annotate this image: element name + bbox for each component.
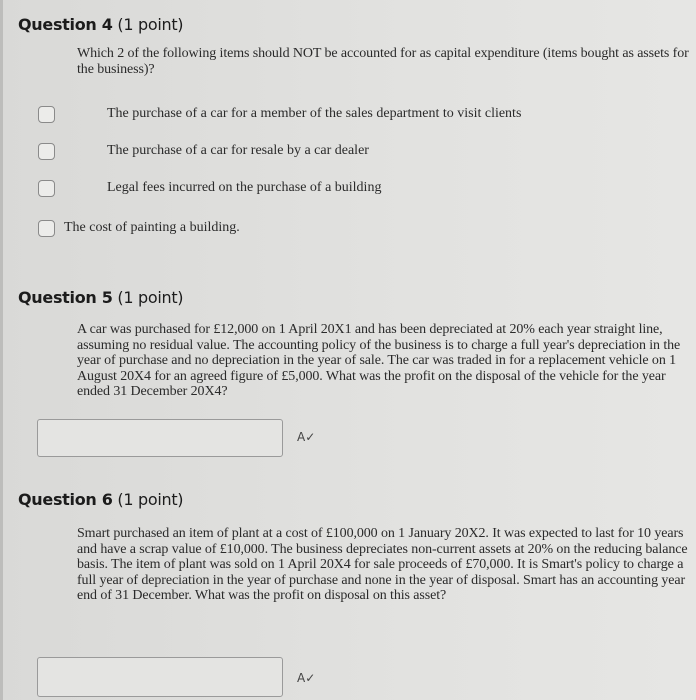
question-5-text: A car was purchased for £12,000 on 1 April 20X1 and has been depreciated at 20% each year straight line, assuming no residual value. The accounting policy of the business is to charge a full year's depreciation in the year of purchase and no depreciation in the year of sale. The car was traded in for a replacement vehicle on 1 August 20X4 for an agreed figure of £5,000. What was the profit on the disposal of the vehicle for the year ended 31 December 20X4? (77, 322, 681, 400)
option-label-4: The cost of painting a building. (64, 220, 240, 235)
option-checkbox-4[interactable] (38, 220, 55, 237)
option-label-1: The purchase of a car for a member of the sales department to visit clients (107, 106, 522, 121)
question-number: Question 4 (18, 15, 113, 34)
option-checkbox-3[interactable] (38, 180, 55, 197)
question-5-heading (18, 288, 183, 307)
question-4-text: Which 2 of the following items should NOT be accounted for as capital expenditure (items bought as assets for the business)? (77, 46, 689, 77)
spellcheck-icon[interactable]: A✓ (297, 671, 316, 685)
question-6-heading (18, 490, 183, 509)
question-4-heading (18, 15, 183, 34)
option-checkbox-1[interactable] (38, 106, 55, 123)
question-5-answer-input[interactable] (37, 419, 283, 457)
question-points: (1 point) (117, 490, 184, 509)
question-6-answer-input[interactable] (37, 657, 283, 697)
window-edge (0, 0, 3, 700)
option-checkbox-2[interactable] (38, 143, 55, 160)
question-6-text: Smart purchased an item of plant at a cost of £100,000 on 1 January 20X2. It was expected to last for 10 years and have a scrap value of £10,000. The business depreciates non-current assets at 20% on the reducing balance basis. The item of plant was sold on 1 April 20X4 for sale proceeds of £70,000. It is Smart's policy to charge a full year of depreciation in the year of purchase and none in the year of disposal. Smart has an accounting year end of 31 December. What was the profit on disposal on this asset? (77, 526, 688, 604)
spellcheck-icon[interactable]: A✓ (297, 430, 316, 444)
question-number: Question 6 (18, 490, 113, 509)
option-label-3: Legal fees incurred on the purchase of a building (107, 180, 382, 195)
question-points: (1 point) (117, 288, 184, 307)
question-points: (1 point) (117, 15, 184, 34)
question-number: Question 5 (18, 288, 113, 307)
option-label-2: The purchase of a car for resale by a car dealer (107, 143, 369, 158)
